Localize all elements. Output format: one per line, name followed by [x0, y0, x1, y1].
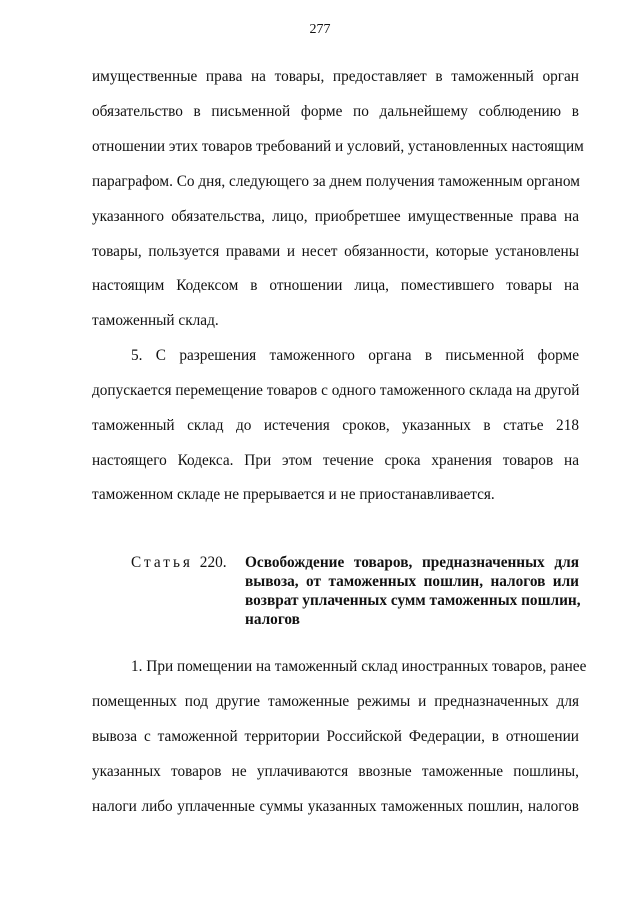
- text-line: 5. С разрешения таможенного органа в письменной форме: [131, 347, 579, 364]
- text-line: таможенном складе не прерывается и не приостанавливается.: [92, 486, 495, 503]
- article-title-line: возврат уплаченных сумм таможенных пошлин,: [245, 592, 581, 609]
- text-line: указанного обязательства, лицо, приобретшее имущественные права на: [92, 208, 579, 225]
- text-line: 1. При помещении на таможенный склад иностранных товаров, ранее: [131, 658, 587, 675]
- article-word: Статья: [131, 554, 193, 571]
- text-line: таможенный склад до истечения сроков, указанных в статье 218: [92, 417, 579, 434]
- text-line: указанных товаров не уплачиваются ввозные таможенные пошлины,: [92, 763, 579, 780]
- article-number: 220.: [199, 554, 227, 571]
- text-line: отношении этих товаров требований и условий, установленных настоящим: [92, 138, 584, 155]
- text-line: товары, пользуется правами и несет обязанности, которые установлены: [92, 243, 579, 260]
- text-line: имущественные права на товары, предоставляет в таможенный орган: [92, 68, 579, 85]
- text-line: параграфом. Со дня, следующего за днем получения таможенным органом: [92, 173, 580, 190]
- text-line: допускается перемещение товаров с одного таможенного склада на другой: [92, 382, 580, 399]
- text-line: помещенных под другие таможенные режимы и предназначенных для: [92, 693, 579, 710]
- text-line: настоящим Кодексом в отношении лица, поместившего товары на: [92, 277, 579, 294]
- text-line: налоги либо уплаченные суммы указанных таможенных пошлин, налогов: [92, 798, 579, 815]
- article-title-line: вывоза, от таможенных пошлин, налогов или: [245, 573, 579, 590]
- article-title-line: Освобождение товаров, предназначенных для: [245, 554, 579, 571]
- text-line: обязательство в письменной форме по дальнейшему соблюдению в: [92, 103, 579, 120]
- text-line: вывоза с таможенной территории Российской Федерации, в отношении: [92, 728, 579, 745]
- text-line: настоящего Кодекса. При этом течение срока хранения товаров на: [92, 452, 579, 469]
- text-line: таможенный склад.: [92, 312, 219, 329]
- article-title-line: налогов: [245, 611, 300, 628]
- article-label: [131, 553, 227, 573]
- page-number: 277: [309, 22, 331, 37]
